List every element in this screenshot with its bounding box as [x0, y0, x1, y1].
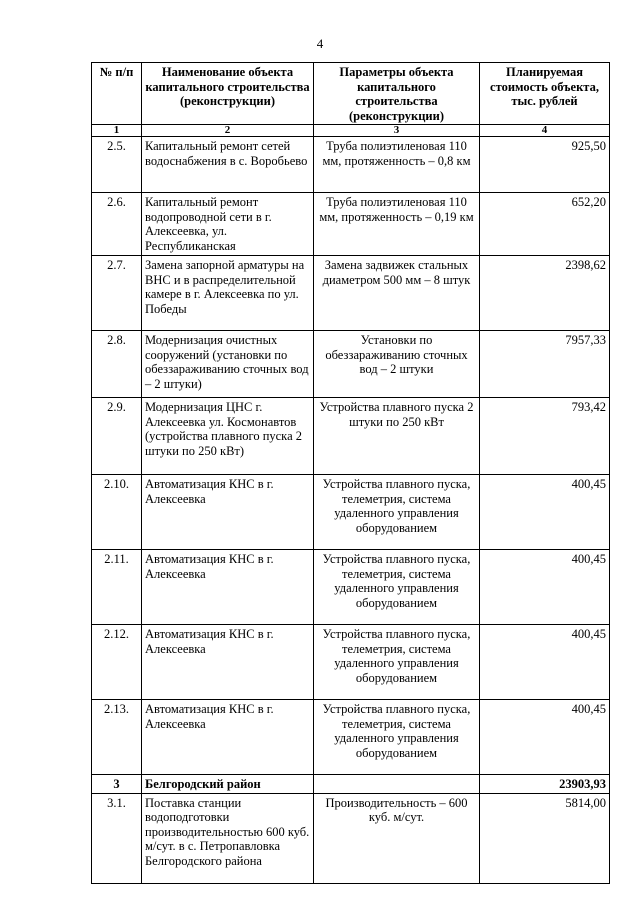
table-row [92, 137, 610, 193]
object-name: Автоматизация КНС в г. Алексеевка [142, 625, 314, 700]
capital-construction-table [91, 62, 610, 884]
header-object-params: Параметры объекта капитального строительства (реконструкции) [314, 63, 480, 125]
object-params: Труба полиэтиленовая 110 мм, протяженность – 0,8 км [314, 137, 480, 193]
object-params: Устройства плавного пуска, телеметрия, система удаленного управления оборудованием [314, 625, 480, 700]
planned-cost: 400,45 [480, 700, 610, 775]
object-params: Устройства плавного пуска, телеметрия, система удаленного управления оборудованием [314, 700, 480, 775]
planned-cost: 5814,00 [480, 793, 610, 883]
table-row [92, 550, 610, 625]
planned-cost: 2398,62 [480, 256, 610, 331]
planned-cost: 23903,93 [480, 775, 610, 794]
object-name: Модернизация очистных сооружений (установки по обеззараживанию сточных вод – 2 штуки) [142, 331, 314, 398]
section-row [92, 775, 610, 794]
object-name: Поставка станции водоподготовки производительностью 600 куб. м/сут. в с. Петропавловка Белгородского района [142, 793, 314, 883]
planned-cost: 7957,33 [480, 331, 610, 398]
row-number: 2.7. [92, 256, 142, 331]
row-number: 2.11. [92, 550, 142, 625]
column-number: 1 [92, 125, 142, 137]
object-name: Автоматизация КНС в г. Алексеевка [142, 475, 314, 550]
column-number: 4 [480, 125, 610, 137]
table-row [92, 475, 610, 550]
planned-cost: 652,20 [480, 193, 610, 256]
page-number: 4 [316, 36, 324, 51]
object-params [314, 775, 480, 794]
row-number: 2.9. [92, 398, 142, 475]
object-name: Капитальный ремонт водопроводной сети в г. Алексеевка, ул. Республиканская [142, 193, 314, 256]
planned-cost: 400,45 [480, 475, 610, 550]
table-header-row [92, 63, 610, 125]
row-number: 2.12. [92, 625, 142, 700]
object-params: Замена задвижек стальных диаметром 500 мм – 8 штук [314, 256, 480, 331]
column-number: 2 [142, 125, 314, 137]
table-row [92, 256, 610, 331]
table-row [92, 625, 610, 700]
header-object-name: Наименование объекта капитального строительства (реконструкции) [142, 63, 314, 125]
row-number: 2.10. [92, 475, 142, 550]
row-number: 3 [92, 775, 142, 794]
object-params: Установки по обеззараживанию сточных вод – 2 штуки [314, 331, 480, 398]
header-number: № п/п [92, 63, 142, 125]
column-number: 3 [314, 125, 480, 137]
row-number: 2.13. [92, 700, 142, 775]
object-params: Труба полиэтиленовая 110 мм, протяженность – 0,19 км [314, 193, 480, 256]
table-row [92, 398, 610, 475]
object-params: Устройства плавного пуска 2 штуки по 250 кВт [314, 398, 480, 475]
header-planned-cost: Планируемая стоимость объекта, тыс. рублей [480, 63, 610, 125]
object-name: Белгородский район [142, 775, 314, 794]
object-name: Замена запорной арматуры на ВНС и в распределительной камере в г. Алексеевка по ул. Победы [142, 256, 314, 331]
row-number: 3.1. [92, 793, 142, 883]
table-row [92, 700, 610, 775]
table-row [92, 793, 610, 883]
object-name: Автоматизация КНС в г. Алексеевка [142, 700, 314, 775]
planned-cost: 925,50 [480, 137, 610, 193]
table-row [92, 193, 610, 256]
planned-cost: 793,42 [480, 398, 610, 475]
row-number: 2.5. [92, 137, 142, 193]
planned-cost: 400,45 [480, 550, 610, 625]
object-name: Автоматизация КНС в г. Алексеевка [142, 550, 314, 625]
object-params: Устройства плавного пуска, телеметрия, система удаленного управления оборудованием [314, 475, 480, 550]
object-name: Модернизация ЦНС г. Алексеевка ул. Космонавтов (устройства плавного пуска 2 штуки по 250 кВт) [142, 398, 314, 475]
column-number-row [92, 125, 610, 137]
row-number: 2.8. [92, 331, 142, 398]
row-number: 2.6. [92, 193, 142, 256]
object-params: Производительность – 600 куб. м/сут. [314, 793, 480, 883]
table-body [92, 137, 610, 884]
planned-cost: 400,45 [480, 625, 610, 700]
table-row [92, 331, 610, 398]
object-name: Капитальный ремонт сетей водоснабжения в с. Воробьево [142, 137, 314, 193]
object-params: Устройства плавного пуска, телеметрия, система удаленного управления оборудованием [314, 550, 480, 625]
